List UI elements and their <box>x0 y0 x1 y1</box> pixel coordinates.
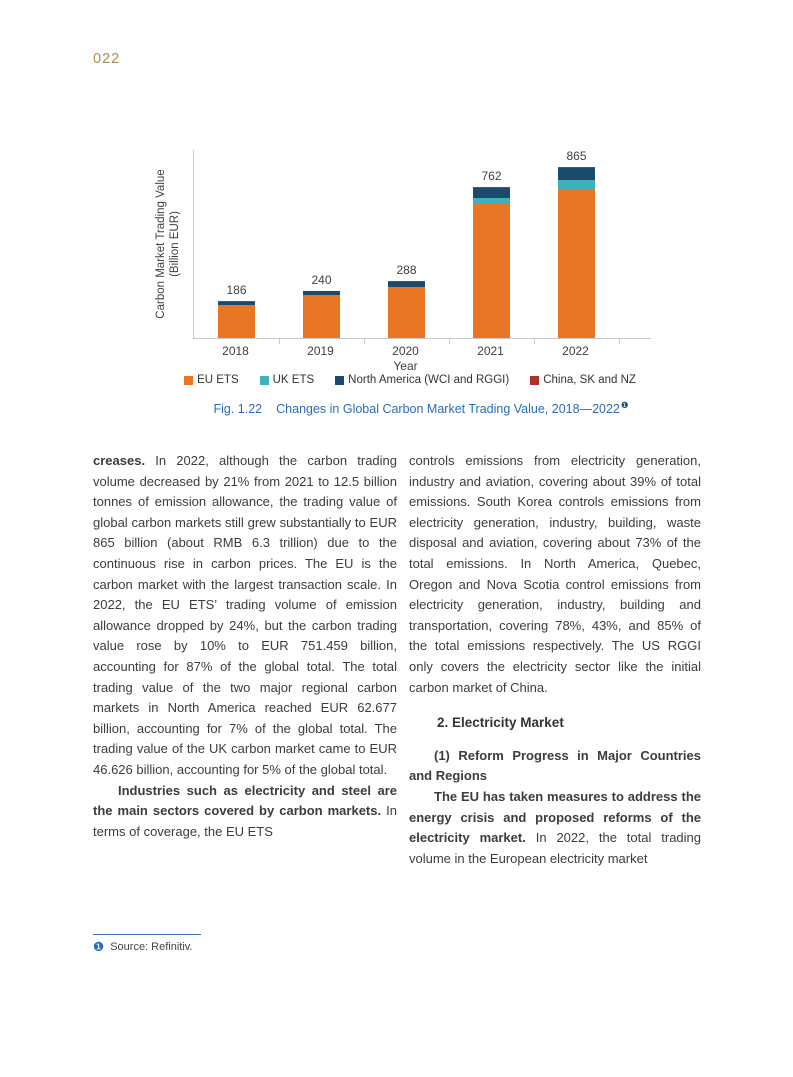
bar-value-label: 288 <box>396 263 417 278</box>
bar-segment <box>558 180 595 189</box>
x-axis-tick <box>619 339 620 344</box>
bar-value-label: 762 <box>481 169 502 184</box>
bar-2020 <box>388 281 425 338</box>
legend-swatch-icon <box>530 376 539 385</box>
x-tick-label: 2022 <box>562 344 589 358</box>
y-axis-label <box>154 169 182 318</box>
footnote-rule <box>93 934 201 935</box>
x-tick-label: 2018 <box>222 344 249 358</box>
footnote-text: Source: Refinitiv. <box>110 941 193 954</box>
chart-legend <box>130 374 690 386</box>
bar-2022 <box>558 167 595 338</box>
bar-value-label: 186 <box>226 283 247 298</box>
x-tick-label: 2020 <box>392 344 419 358</box>
bar-2019 <box>303 291 340 338</box>
bar-value-label: 240 <box>311 272 332 287</box>
bar-segment <box>473 188 510 198</box>
bar-value-label: 865 <box>566 148 587 163</box>
bar-segment <box>388 287 425 338</box>
figure-caption-title: Changes in Global Carbon Market Trading Value, 2018—2022 <box>276 402 620 417</box>
bar-2018 <box>218 301 255 338</box>
legend-item <box>530 374 636 386</box>
bar-segment <box>558 168 595 180</box>
legend-label: EU ETS <box>197 374 239 386</box>
x-axis-categories <box>193 344 618 358</box>
bar-segment <box>218 305 255 338</box>
figure-footnote-ref-icon: ❶ <box>620 400 629 410</box>
bar-2021 <box>473 187 510 338</box>
legend-label: China, SK and NZ <box>543 374 636 386</box>
paragraph-left-2: Industries such as electricity and steel are the main sectors covered by carbon markets. In terms of coverage, the EU ETS <box>93 782 397 839</box>
legend-label: UK ETS <box>272 374 315 386</box>
paragraph-right-1: controls emissions from electricity generation, industry and aviation, covering about 39% of total emissions. South Korea controls emissions from electricity generation, industry, building, waste disposal and aviation, covering about 73% of the total emissions. In North America, Quebec, Oregon and Nova Scotia control emissions from electricity generation, industry, building and transportation, covering 78%, 43%, and 85% of the total emissions respectively. The US RGGI only covers the electricity sector like the initial carbon market of China. <box>409 453 701 695</box>
legend-swatch-icon <box>260 376 269 385</box>
legend-item <box>184 374 239 386</box>
body-column-left <box>93 451 397 842</box>
paragraph-left-1: creases. In 2022, although the carbon trading volume decreased by 21% from 2021 to 12.5 billion tonnes of emission allowance, the trading value of global carbon markets still grew substantially to EUR 865 billion (about RMB 6.3 trillion) due to the continuous rise in carbon prices. The EU is the carbon market with the largest transaction scale. In 2022, the EU ETS’ trading volume of emission allowance dropped by 24%, but the carbon trading value rose by 10% to EUR 751.459 billion, accounting for 87% of the global total. The total trading value of the two major regional carbon markets in North America reached EUR 62.677 billion, accounting for 7% of the global total. The trading value of the UK carbon market came to EUR 46.626 billion, accounting for 5% of the global total. <box>93 453 397 777</box>
legend-swatch-icon <box>335 376 344 385</box>
legend-item <box>260 374 315 386</box>
bar-segment <box>558 189 595 338</box>
figure-caption <box>121 400 721 416</box>
legend-item <box>335 374 509 386</box>
figure-caption-label: Fig. 1.22 <box>213 402 263 417</box>
x-axis-title: Year <box>393 359 418 373</box>
bar-segment <box>473 203 510 338</box>
legend-swatch-icon <box>184 376 193 385</box>
body-column-right <box>409 451 701 869</box>
paragraph-right-2: The EU has taken measures to address the energy crisis and proposed reforms of the electricity market. In 2022, the total trading volume in the European electricity market <box>409 788 701 866</box>
x-tick-label: 2019 <box>307 344 334 358</box>
page-number: 022 <box>93 51 121 67</box>
x-tick-label: 2021 <box>477 344 504 358</box>
chart-plot <box>193 150 651 339</box>
subsection-heading: (1) Reform Progress in Major Countries and Regions <box>409 747 701 784</box>
y-axis-label-line1: Carbon Market Trading Value <box>155 169 167 319</box>
legend-label: North America (WCI and RGGI) <box>348 374 510 386</box>
footnote <box>93 941 193 954</box>
footnote-marker-icon: ❶ <box>93 940 105 954</box>
section-heading: 2. Electricity Market <box>437 715 564 731</box>
y-axis-label-line2: (Billion EUR) <box>169 211 181 277</box>
bar-segment <box>303 295 340 338</box>
